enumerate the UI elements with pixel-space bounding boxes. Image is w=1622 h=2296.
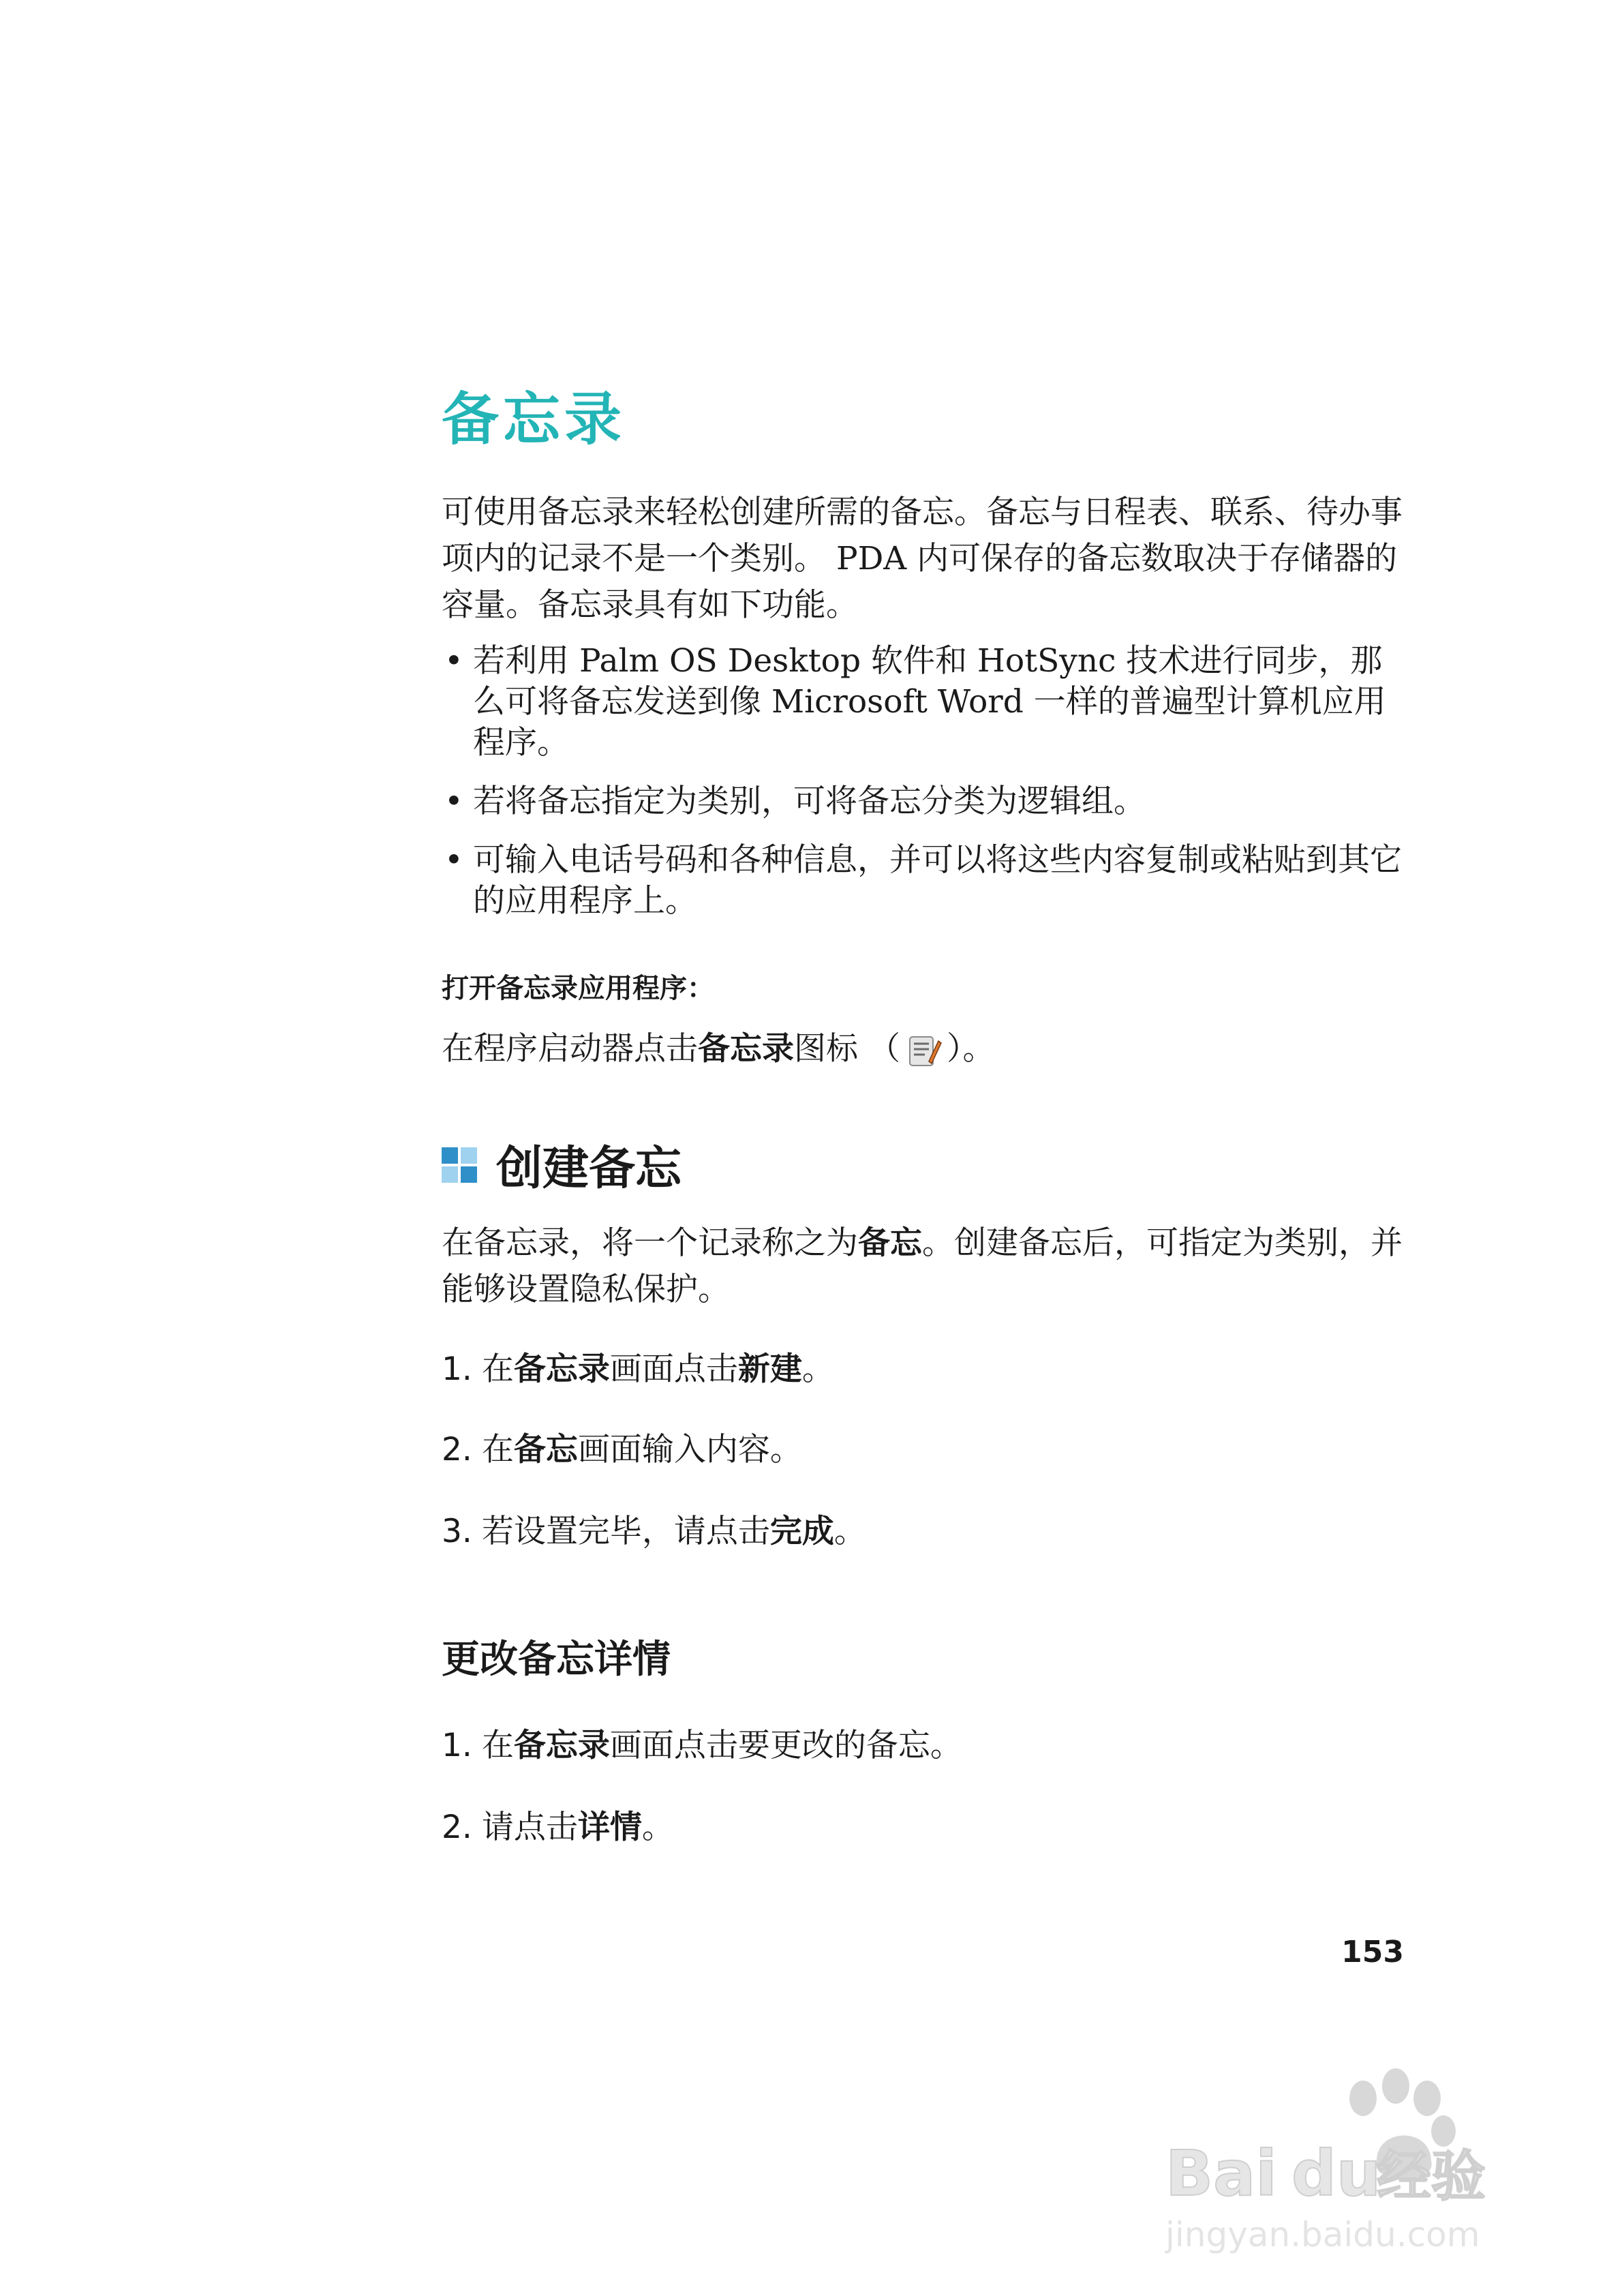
chapter-title: 备忘录 <box>442 386 626 453</box>
svg-text:经验: 经验 <box>1377 2145 1486 2208</box>
open-app-instruction: 在程序启动器点击备忘录图标 （ ）。 <box>442 1030 995 1068</box>
list-item: • 若利用 Palm OS Desktop 软件和 HotSync 技术进行同步，那么可将备忘发送到像 Microsoft Word 一样的普遍型计算机应用程序。 <box>444 642 1386 761</box>
subsection-title-change-details: 更改备忘详情 <box>442 1637 671 1682</box>
section-square-icon <box>442 1147 477 1183</box>
list-item: • 可输入电话号码和各种信息，并可以将这些内容复制或粘贴到其它的应用程序上。 <box>444 841 1402 920</box>
baidu-watermark <box>1152 2059 1533 2263</box>
change-step-2: 2. 请点击详情。 <box>442 1809 674 1846</box>
bullet-icon: • <box>444 783 463 820</box>
svg-text:Bai: Bai <box>1165 2137 1277 2210</box>
section-title-create-memo: 创建备忘 <box>442 1132 682 1198</box>
create-step-2: 2. 在备忘画面输入内容。 <box>442 1431 802 1468</box>
svg-text:jingyan.baidu.com: jingyan.baidu.com <box>1165 2215 1480 2254</box>
intro-paragraph: 可使用备忘录来轻松创建所需的备忘。备忘与日程表、联系、待办事项内的记录不是一个类别。 PDA 内可保存的备忘数取决于存储器的容量。备忘录具有如下功能。 <box>442 494 1403 624</box>
memo-app-icon <box>904 1034 943 1068</box>
feature-list <box>442 641 1409 939</box>
list-item: • 若将备忘指定为类别，可将备忘分类为逻辑组。 <box>442 781 1409 822</box>
bullet-icon: • <box>444 642 463 680</box>
svg-text:du: du <box>1291 2137 1381 2210</box>
page-number: 153 <box>1341 1935 1404 1969</box>
create-step-3: 3. 若设置完毕，请点击完成。 <box>442 1513 866 1550</box>
change-step-1: 1. 在备忘录画面点击要更改的备忘。 <box>442 1727 962 1764</box>
bullet-icon: • <box>444 841 463 879</box>
create-intro-paragraph: 在备忘录，将一个记录称之为备忘。创建备忘后，可指定为类别，并能够设置隐私保护。 <box>442 1224 1403 1308</box>
open-app-heading: 打开备忘录应用程序： <box>442 973 714 1004</box>
create-step-1: 1. 在备忘录画面点击新建。 <box>442 1350 834 1388</box>
